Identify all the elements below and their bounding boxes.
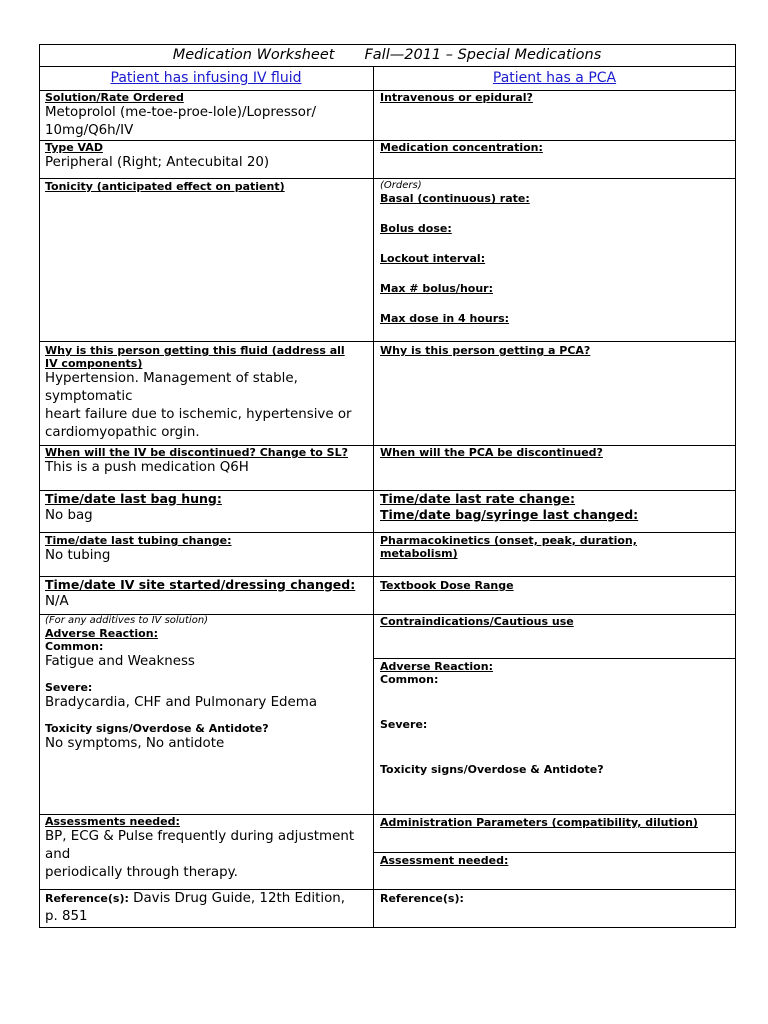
iv-site-cell	[39, 577, 373, 611]
why-fluid-line-4: cardiomyopathic orgin.	[45, 425, 200, 440]
left-toxicity-label: Toxicity signs/Overdose & Antidote?	[45, 722, 269, 735]
tonicity-label: Tonicity (anticipated effect on patient)	[45, 180, 285, 193]
right-adverse-label: Adverse Reaction:	[380, 660, 493, 673]
pca-discontinue-cell	[374, 446, 735, 459]
assessments-line-1: BP, ECG & Pulse frequently during adjustment	[45, 829, 355, 844]
additives-note: (For any additives to IV solution)	[45, 615, 209, 626]
iv-discontinue-cell	[39, 446, 373, 477]
pharmacokinetics-line-2: metabolism)	[380, 547, 458, 560]
last-tubing-cell	[39, 534, 373, 565]
tonicity-cell	[39, 180, 373, 193]
iv-discontinue-value: This is a push medication Q6H	[45, 460, 249, 475]
why-fluid-line-2: symptomatic	[45, 389, 133, 404]
solution-rate-line-1: Metoprolol (me-toe-proe-lole)/Lopressor/	[45, 105, 316, 120]
right-reference-label: Reference(s):	[380, 892, 464, 905]
assessments-cell	[39, 815, 373, 882]
last-tubing-label: Time/date last tubing change:	[45, 534, 232, 547]
orders-note: (Orders)	[380, 180, 422, 191]
right-adverse-cell	[374, 660, 735, 776]
concentration-label: Medication concentration:	[380, 141, 543, 154]
why-fluid-cell	[39, 344, 373, 442]
bolus-dose-label: Bolus dose:	[380, 222, 452, 235]
pca-orders-cell	[374, 180, 735, 325]
left-common-value: Fatigue and Weakness	[45, 654, 195, 669]
type-vad-value: Peripheral (Right; Antecubital 20)	[45, 155, 270, 170]
last-bag-label: Time/date last bag hung:	[45, 491, 222, 506]
assessments-line-3: periodically through therapy.	[45, 865, 238, 880]
why-fluid-label-1: Why is this person getting this fluid (address all	[45, 344, 345, 357]
basal-rate-label: Basal (continuous) rate:	[380, 192, 530, 205]
right-column-header	[374, 66, 735, 90]
left-column-header-text: Patient has infusing IV fluid	[110, 70, 302, 86]
right-severe-label: Severe:	[380, 718, 428, 731]
dose-range-label: Textbook Dose Range	[380, 579, 514, 592]
pca-discontinue-label: When will the PCA be discontinued?	[380, 446, 603, 459]
worksheet-title	[39, 44, 735, 66]
solution-rate-line-2: 10mg/Q6h/IV	[45, 123, 134, 138]
right-toxicity-label: Toxicity signs/Overdose & Antidote?	[380, 763, 604, 776]
last-tubing-value: No tubing	[45, 548, 111, 563]
left-common-label: Common:	[45, 640, 104, 653]
left-reference-label: Reference(s):	[45, 892, 129, 905]
pharmacokinetics-cell	[374, 534, 735, 560]
admin-parameters-cell	[374, 816, 735, 829]
concentration-cell	[374, 141, 735, 154]
left-reference-cell	[39, 890, 373, 926]
left-toxicity-value: No symptoms, No antidote	[45, 736, 225, 751]
why-fluid-line-3: heart failure due to ischemic, hypertensive or	[45, 407, 352, 422]
admin-parameters-label: Administration Parameters (compatibility, dilution)	[380, 816, 698, 829]
right-column-header-text: Patient has a PCA	[492, 70, 617, 86]
assessment-needed-cell	[374, 854, 735, 867]
assessments-label: Assessments needed:	[45, 815, 180, 828]
max-bolus-label: Max # bolus/hour:	[380, 282, 493, 295]
title-left: Medication Worksheet	[172, 47, 335, 63]
left-adverse-cell	[39, 615, 373, 753]
right-common-label: Common:	[380, 673, 439, 686]
why-fluid-line-1: Hypertension. Management of stable,	[45, 371, 298, 386]
iv-epidural-cell	[374, 91, 735, 104]
solution-rate-cell	[39, 91, 373, 140]
bag-syringe-label: Time/date bag/syringe last changed:	[380, 507, 639, 522]
solution-rate-label: Solution/Rate Ordered	[45, 91, 184, 104]
why-fluid-label-2: IV components)	[45, 357, 143, 370]
iv-epidural-label: Intravenous or epidural?	[380, 91, 533, 104]
max-dose-label: Max dose in 4 hours:	[380, 312, 510, 325]
left-severe-value: Bradycardia, CHF and Pulmonary Edema	[45, 695, 318, 710]
right-reference-cell	[374, 892, 735, 905]
assessment-needed-label: Assessment needed:	[380, 854, 509, 867]
iv-site-label: Time/date IV site started/dressing changed:	[45, 577, 356, 592]
title-right: Fall—2011 – Special Medications	[364, 47, 602, 63]
iv-discontinue-label: When will the IV be discontinued? Change to SL?	[45, 446, 348, 459]
assessments-line-2: and	[45, 847, 71, 862]
pharmacokinetics-line-1: Pharmacokinetics (onset, peak, duration,	[380, 534, 637, 547]
contraindications-label: Contraindications/Cautious use	[380, 615, 574, 628]
left-severe-label: Severe:	[45, 681, 93, 694]
why-pca-cell	[374, 344, 735, 357]
contraindications-cell	[374, 615, 735, 628]
left-reference-value-1: Davis Drug Guide, 12th Edition,	[128, 891, 346, 906]
last-bag-cell	[39, 491, 373, 525]
type-vad-label: Type VAD	[45, 141, 103, 154]
left-reference-value-2: p. 851	[45, 909, 88, 924]
lockout-interval-label: Lockout interval:	[380, 252, 486, 265]
left-adverse-label: Adverse Reaction:	[45, 627, 158, 640]
left-column-header	[39, 66, 373, 90]
iv-site-value: N/A	[45, 594, 69, 609]
last-bag-value: No bag	[45, 508, 93, 523]
dose-range-cell	[374, 579, 735, 592]
rate-change-label: Time/date last rate change:	[380, 491, 576, 506]
why-pca-label: Why is this person getting a PCA?	[380, 344, 591, 357]
type-vad-cell	[39, 141, 373, 172]
rate-change-cell	[374, 491, 735, 523]
